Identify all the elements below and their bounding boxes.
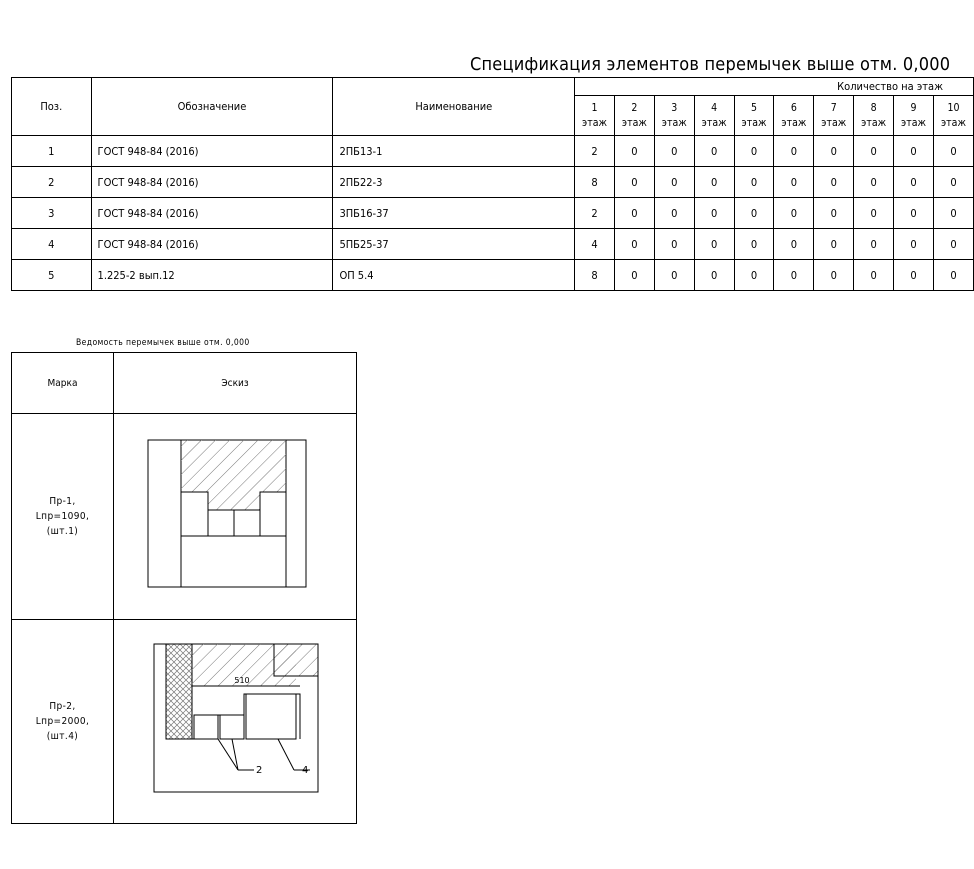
cell-qty: 0 [734,260,774,291]
cell-designation: ГОСТ 948-84 (2016) [91,198,333,229]
cell-qty: 0 [694,198,734,229]
cell-qty: 0 [654,229,694,260]
cell-qty: 0 [774,260,814,291]
cell-qty: 0 [854,260,894,291]
floor-header: 10 этаж [933,96,973,136]
floor-header: 4 этаж [694,96,734,136]
cell-qty: 0 [894,167,934,198]
cell-qty: 0 [734,229,774,260]
cell-qty: 0 [614,229,654,260]
cell-name: 5ПБ25-37 [333,229,575,260]
cell-qty: 2 [575,136,615,167]
spec-table [11,77,974,291]
vedomost-table [11,352,357,824]
header-qty: Количество на этаж [575,78,974,96]
floor-header: 1 этаж [575,96,615,136]
cell-qty: 2 [575,198,615,229]
cell-qty: 0 [894,136,934,167]
table-row [12,167,974,198]
header-pos: Поз. [12,78,92,136]
cell-designation: ГОСТ 948-84 (2016) [91,229,333,260]
cell-qty: 8 [575,167,615,198]
cell-qty: 0 [774,198,814,229]
cell-qty: 0 [933,136,973,167]
cell-pos: 1 [12,136,92,167]
cell-qty: 0 [933,198,973,229]
cell-pos: 2 [12,167,92,198]
floor-header: 5 этаж [734,96,774,136]
cell-qty: 0 [854,229,894,260]
floor-header: 9 этаж [894,96,934,136]
cell-qty: 0 [814,198,854,229]
callout-4: 4 [302,765,309,776]
cell-qty: 0 [814,136,854,167]
table-row [12,198,974,229]
cell-name: 3ПБ16-37 [333,198,575,229]
cell-qty: 0 [854,198,894,229]
cell-designation: ГОСТ 948-84 (2016) [91,167,333,198]
floor-header: 8 этаж [854,96,894,136]
cell-qty: 0 [654,260,694,291]
cell-name: 2ПБ13-1 [333,136,575,167]
cell-name: 2ПБ22-3 [333,167,575,198]
cell-qty: 0 [734,136,774,167]
lintel-sketch-pr1 [114,414,356,616]
dimension-label: 510 [234,676,250,685]
table-row [12,229,974,260]
cell-qty: 0 [694,167,734,198]
cell-qty: 0 [894,198,934,229]
cell-qty: 0 [654,198,694,229]
cell-qty: 0 [814,229,854,260]
cell-qty: 0 [694,260,734,291]
cell-qty: 0 [734,167,774,198]
cell-qty: 0 [854,167,894,198]
cell-qty: 0 [774,136,814,167]
sketch-pr1 [114,414,357,620]
mark-pr2: Пр-2, Lпр=2000, (шт.4) [12,620,114,824]
cell-designation: 1.225-2 вып.12 [91,260,333,291]
floor-header: 7 этаж [814,96,854,136]
header-mark: Марка [12,353,114,414]
cell-qty: 0 [933,260,973,291]
cell-qty: 0 [654,136,694,167]
cell-qty: 0 [614,136,654,167]
cell-qty: 0 [734,198,774,229]
cell-qty: 0 [814,167,854,198]
floor-header: 6 этаж [774,96,814,136]
header-name: Наименование [333,78,575,136]
table-row [12,136,974,167]
vedomost-title: Ведомость перемычек выше отм. 0,000 [76,338,250,348]
cell-qty: 0 [774,167,814,198]
mark-pr1: Пр-1, Lпр=1090, (шт.1) [12,414,114,620]
cell-qty: 0 [654,167,694,198]
cell-qty: 8 [575,260,615,291]
cell-qty: 0 [614,167,654,198]
cell-qty: 0 [614,260,654,291]
floor-header: 3 этаж [654,96,694,136]
cell-qty: 0 [774,229,814,260]
cell-qty: 0 [933,229,973,260]
cell-qty: 0 [694,136,734,167]
cell-qty: 0 [694,229,734,260]
cell-qty: 4 [575,229,615,260]
cell-pos: 5 [12,260,92,291]
table-row [12,260,974,291]
cell-qty: 0 [854,136,894,167]
lintel-sketch-pr2 [114,620,356,820]
cell-pos: 3 [12,198,92,229]
sketch-pr2 [114,620,357,824]
cell-qty: 0 [894,229,934,260]
callout-2: 2 [256,765,263,776]
cell-pos: 4 [12,229,92,260]
spec-title: Спецификация элементов перемычек выше отм. 0,000 [470,54,951,75]
header-sketch: Эскиз [114,353,357,414]
cell-qty: 0 [894,260,934,291]
cell-qty: 0 [614,198,654,229]
cell-name: ОП 5.4 [333,260,575,291]
cell-designation: ГОСТ 948-84 (2016) [91,136,333,167]
floor-header: 2 этаж [614,96,654,136]
header-designation: Обозначение [91,78,333,136]
cell-qty: 0 [933,167,973,198]
cell-qty: 0 [814,260,854,291]
